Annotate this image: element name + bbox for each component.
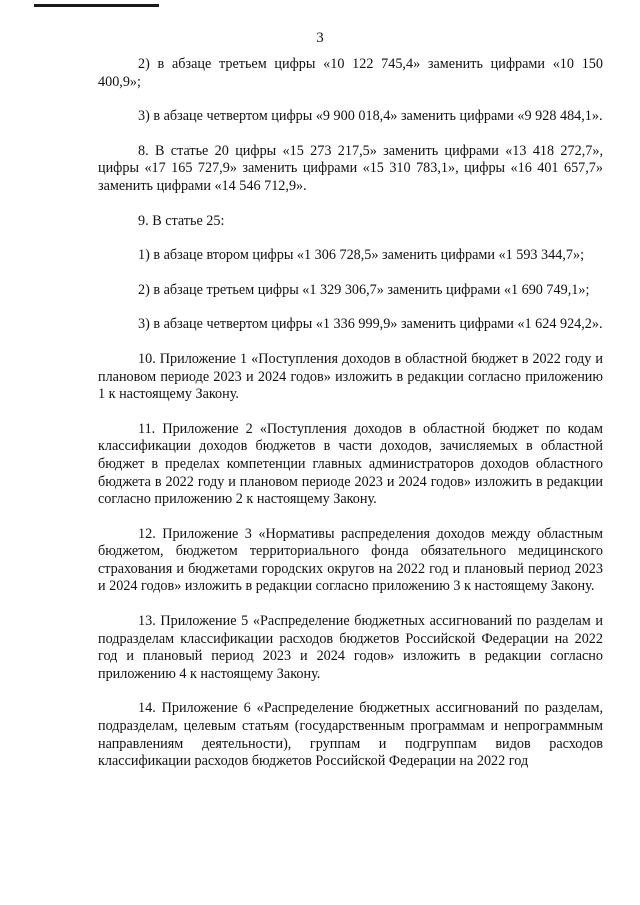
paragraph-item-14: 14. Приложение 6 «Распределение бюджетных ассигнований по разделам, подразделам, целевым статьям (государственным программам и непрограммным направлениям деятельности), группам и подгруппам видов расходов классификации расходов бюджетов Российской Федерации на 2022 год: [98, 700, 603, 770]
paragraph-item-11: 11. Приложение 2 «Поступления доходов в областной бюджет по кодам классификации доходов бюджетов в части доходов, зачисляемых в областной бюджет в пределах компетенции главных администраторов доходов областного бюджета в 2022 году и плановом периоде 2023 и 2024 годов» изложить в редакции согласно приложению 2 к настоящему Закону.: [98, 420, 603, 508]
paragraph-item-12: 12. Приложение 3 «Нормативы распределения доходов между областным бюджетом, бюджетом территориального фонда обязательного медицинского страхования и бюджетами городских округов на 2022 год и плановый период 2023 и 2024 годов» изложить в редакции согласно приложению 3 к настоящему Закону.: [98, 525, 603, 595]
paragraph-item-10: 10. Приложение 1 «Поступления доходов в областной бюджет в 2022 году и плановом периоде 2023 и 2024 годов» изложить в редакции согласно приложению 1 к настоящему Закону.: [98, 350, 603, 403]
paragraph-item-9-1: 1) в абзаце втором цифры «1 306 728,5» заменить цифрами «1 593 344,7»;: [138, 247, 585, 264]
paragraph-item-9-3: 3) в абзаце четвертом цифры «1 336 999,9» заменить цифрами «1 624 924,2».: [138, 316, 603, 333]
document-body: [98, 56, 603, 771]
page-number: 3: [316, 30, 324, 46]
paragraph-amend-3: 3) в абзаце четвертом цифры «9 900 018,4» заменить цифрами «9 928 484,1».: [138, 108, 603, 125]
paragraph-item-13: 13. Приложение 5 «Распределение бюджетных ассигнований по разделам и подразделам классификации расходов бюджетов Российской Федерации на 2022 год и плановый период 2023 и 2024 годов» изложить в редакции согласно приложению 4 к настоящему Закону.: [98, 613, 603, 682]
paragraph-item-8: 8. В статье 20 цифры «15 273 217,5» заменить цифрами «13 418 272,7», цифры «17 165 727,9» заменить цифрами «15 310 783,1», цифры «16 401 657,7» заменить цифрами «14 546 712,9».: [98, 142, 603, 194]
paragraph-amend-2: 2) в абзаце третьем цифры «10 122 745,4» заменить цифрами «10 150 400,9»;: [98, 56, 603, 90]
paragraph-item-9: 9. В статье 25:: [138, 212, 225, 229]
top-rule: [34, 4, 159, 7]
paragraph-item-9-2: 2) в абзаце третьем цифры «1 329 306,7» заменить цифрами «1 690 749,1»;: [138, 281, 590, 298]
